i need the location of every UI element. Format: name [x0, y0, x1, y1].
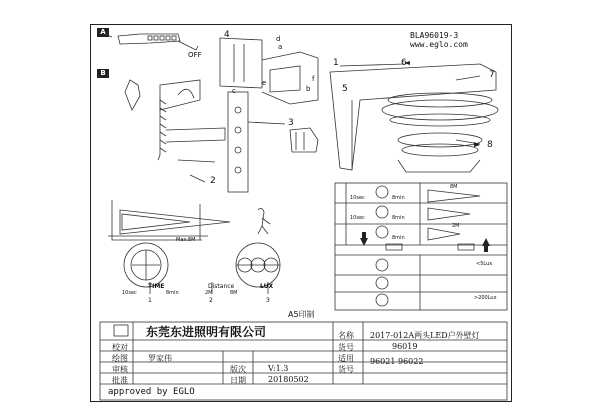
switch-callout: [178, 41, 198, 50]
table-r2-left: 10sec: [350, 215, 365, 221]
distance-min-label: 2M: [205, 290, 213, 296]
arrow-up-icon: [482, 238, 490, 246]
distance-max-label: 8M: [230, 290, 238, 296]
date-label: 日期: [230, 376, 246, 385]
settings-table-frame: [335, 183, 507, 310]
applies-label: 适用: [338, 354, 354, 363]
company-name: 东莞东进照明有限公司: [146, 325, 267, 339]
arrow-step-3-line: [248, 122, 285, 124]
screw-line: [178, 160, 215, 162]
item2-label: 货号: [338, 365, 354, 374]
switch-strip-drawing: [118, 34, 180, 44]
factory-logo-mark: [114, 325, 128, 336]
bracket-plate-drawing: [160, 80, 200, 110]
part-f: f: [312, 75, 315, 83]
step-3: 3: [288, 118, 294, 128]
arrow-step-1-line: [340, 64, 404, 66]
switch-tip: [105, 34, 112, 37]
distance-label: Distance: [208, 283, 235, 290]
name-label: 名称: [338, 331, 354, 340]
part-a: a: [278, 43, 283, 51]
proof-label: 校对: [112, 343, 128, 352]
max-distance-label: Max.8M: [176, 237, 196, 243]
lamp-lower-ring: [398, 133, 482, 147]
section-tag-a: A: [97, 28, 109, 37]
walking-person-icon: [258, 208, 270, 234]
version-value: V:1.3: [268, 364, 289, 373]
sensor-cone-outer: [120, 210, 230, 234]
mounting-plate: [220, 38, 262, 88]
step-1: 1: [333, 58, 339, 68]
applies-value: 96021 96022: [370, 357, 424, 366]
name-value: 2017-012A两头LED户外壁灯: [370, 331, 480, 340]
step-5: 5: [342, 84, 348, 94]
drawing-value: 罗家伟: [148, 354, 172, 363]
table-distance-min: 2M: [452, 223, 460, 229]
table-lux-low: <5Lux: [476, 261, 493, 267]
drawing-label: 绘图: [112, 354, 128, 363]
wire-loop: [178, 89, 194, 98]
table-r1-left: 10sec: [350, 195, 365, 201]
review-label: 审核: [112, 365, 128, 374]
part-e: e: [262, 79, 267, 87]
mounting-arm: [166, 128, 225, 142]
part-b: b: [306, 85, 311, 93]
approved-by: approved by EGLO: [108, 387, 195, 397]
dial-number-2: 2: [209, 297, 213, 304]
wall-line-left: [158, 98, 160, 160]
lux-label: LUX: [260, 283, 274, 290]
lamp-upper-diffuser: [382, 100, 498, 120]
time-label: TIME: [148, 283, 165, 290]
cable-bundle-drawing: [125, 80, 140, 110]
dial-number-3: 3: [266, 297, 270, 304]
website: www.eglo.com: [410, 40, 468, 49]
dip-switches: [148, 36, 176, 40]
item-label: 货号: [338, 343, 354, 352]
lamp-base: [398, 160, 480, 172]
step-6: 6: [401, 58, 407, 68]
step-7: 7: [489, 70, 495, 80]
part-d: d: [276, 35, 281, 43]
date-value: 20180502: [268, 375, 309, 384]
print-size-label: A5印制: [288, 310, 315, 319]
table-lux-high: >200Lux: [474, 295, 497, 301]
dial-number-1: 1: [148, 297, 152, 304]
step-4: 4: [224, 30, 230, 40]
version-label: 版次: [230, 365, 246, 374]
table-r2-right: 8min: [392, 215, 405, 221]
step-arrows: [360, 61, 490, 252]
time-max-label: 8min: [166, 290, 179, 296]
arrow-step-2-line: [190, 175, 205, 182]
table-distance-max: 8M: [450, 184, 458, 190]
step-8: 8: [487, 140, 493, 150]
sensor-axis: [112, 200, 202, 240]
model-number: BLA96019-3: [410, 31, 459, 40]
off-label: OFF: [188, 51, 202, 59]
table-r1-right: 8min: [392, 195, 405, 201]
item-value: 96019: [392, 342, 418, 351]
section-tag-b: B: [97, 69, 109, 78]
table-r3-right: 8min: [392, 235, 405, 241]
time-min-label: 10sec: [122, 290, 137, 296]
part-c: c: [232, 87, 236, 95]
step-2: 2: [210, 176, 216, 186]
wall-hatch: [160, 100, 166, 152]
approve-label: 批准: [112, 376, 128, 385]
